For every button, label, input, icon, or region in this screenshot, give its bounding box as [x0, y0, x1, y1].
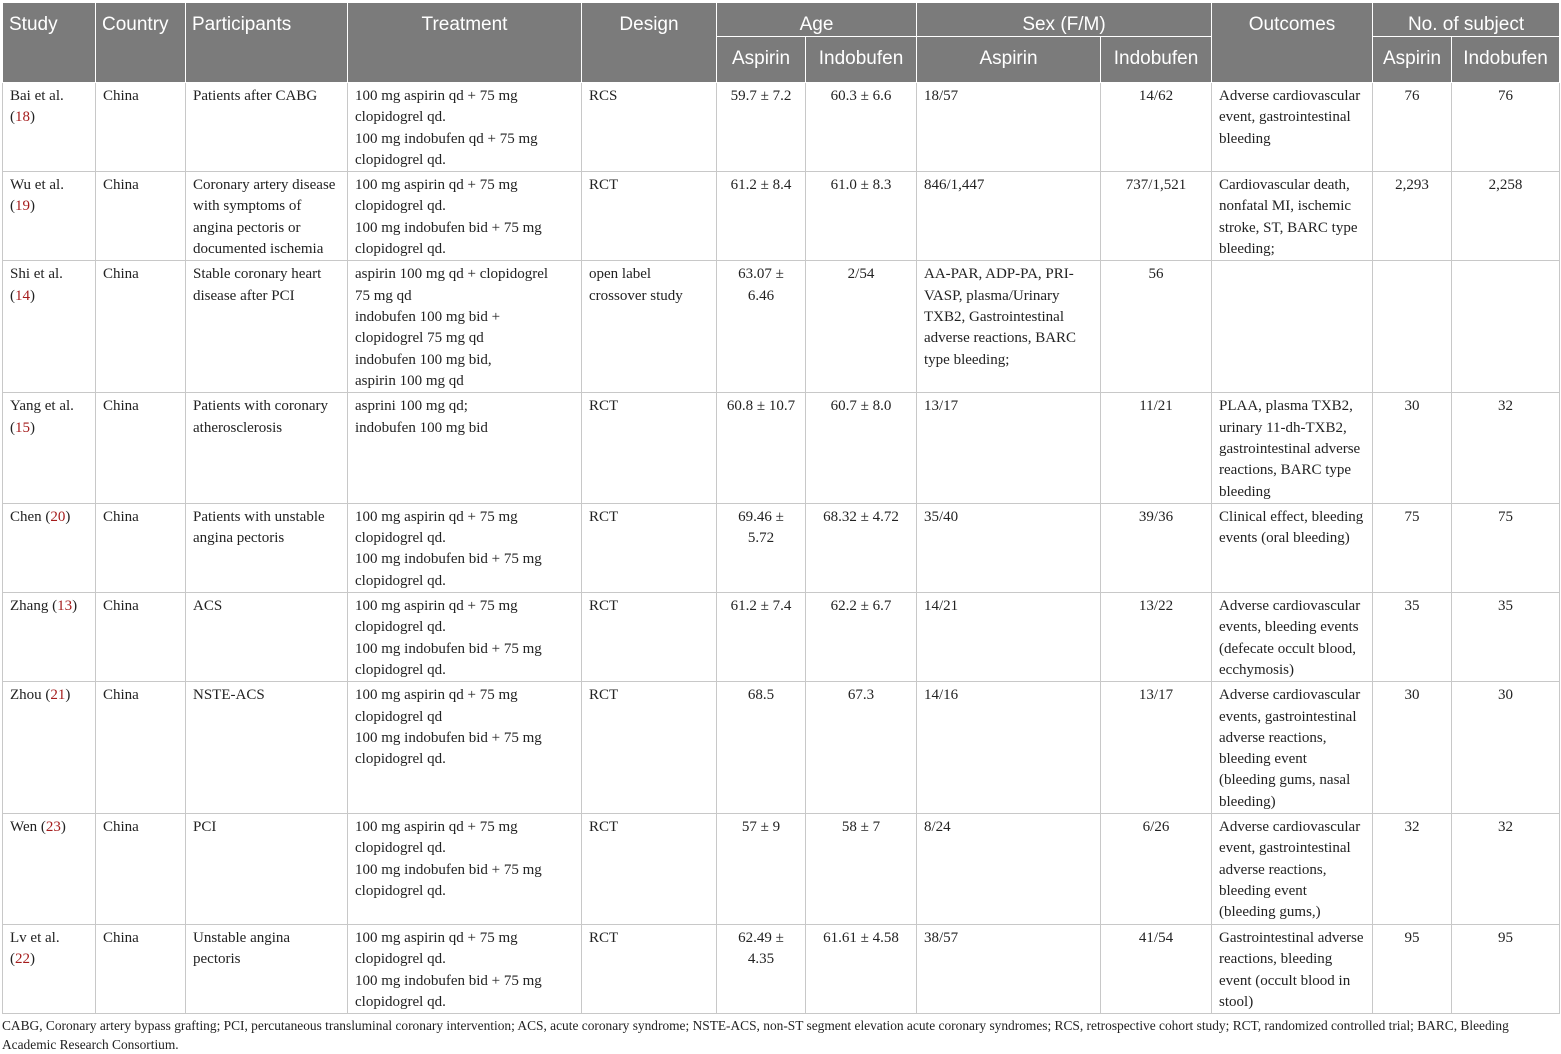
- treatment-line: clopidogrel qd.: [355, 241, 446, 258]
- design-cell: RCT: [582, 503, 717, 592]
- outcomes-cell: Adverse cardiovascular events, bleeding events (defecate occult blood, ecchymosis): [1212, 593, 1373, 682]
- table-body: [3, 83, 1560, 1014]
- country-cell: China: [96, 925, 186, 1014]
- study-name: Chen: [10, 508, 42, 525]
- table-row: [3, 682, 1560, 814]
- design-cell: RCT: [582, 172, 717, 261]
- treatment-line: clopidogrel qd.: [355, 572, 446, 589]
- subjects-aspirin-cell: 76: [1373, 83, 1452, 172]
- treatment-line: 100 mg aspirin qd + 75 mg: [355, 88, 518, 104]
- reference-link[interactable]: 14: [15, 287, 30, 304]
- sex-indobufen-cell: 41/54: [1101, 925, 1212, 1014]
- sex-indobufen-cell: 13/22: [1101, 593, 1212, 682]
- header-age: Age: [717, 3, 917, 37]
- subjects-indobufen-cell: 76: [1452, 83, 1560, 172]
- study-cell: Zhang (13): [3, 593, 96, 682]
- age-aspirin-cell: 62.49 ± 4.35: [717, 925, 806, 1014]
- subjects-indobufen-cell: 75: [1452, 503, 1560, 592]
- outcomes-cell: Gastrointestinal adverse reactions, bleeding event (occult blood in stool): [1212, 925, 1373, 1014]
- header-sex-aspirin: Aspirin: [917, 37, 1101, 83]
- table-row: [3, 261, 1560, 393]
- study-cell: Wu et al. (19): [3, 172, 96, 261]
- treatment-line: clopidogrel qd.: [355, 109, 446, 126]
- sex-aspirin-cell: 18/57: [917, 83, 1101, 172]
- sex-indobufen-cell: 56: [1101, 261, 1212, 393]
- header-study: Study: [3, 3, 96, 83]
- participants-cell: ACS: [186, 593, 348, 682]
- country-cell: China: [96, 261, 186, 393]
- treatment-line: clopidogrel qd.: [355, 951, 446, 968]
- treatment-line: clopidogrel qd.: [355, 530, 446, 547]
- reference-link[interactable]: 13: [57, 598, 73, 615]
- treatment-line: clopidogrel qd.: [355, 619, 446, 636]
- subjects-aspirin-cell: 32: [1373, 814, 1452, 925]
- treatment-line: 100 mg indobufen bid + 75 mg: [355, 972, 542, 989]
- country-cell: China: [96, 83, 186, 172]
- subjects-indobufen-cell: 32: [1452, 814, 1560, 925]
- subjects-indobufen-cell: 95: [1452, 925, 1560, 1014]
- treatment-cell: [348, 682, 582, 814]
- age-aspirin-cell: 61.2 ± 7.4: [717, 593, 806, 682]
- participants-cell: Patients with unstable angina pectoris: [186, 503, 348, 592]
- sex-indobufen-cell: 6/26: [1101, 814, 1212, 925]
- age-indobufen-cell: 2/54: [806, 261, 917, 393]
- header-country: Country: [96, 3, 186, 83]
- outcomes-cell: Adverse cardiovascular event, gastrointestinal bleeding: [1212, 83, 1373, 172]
- age-indobufen-cell: 58 ± 7: [806, 814, 917, 925]
- sex-aspirin-cell: 846/1,447: [917, 172, 1101, 261]
- reference-link[interactable]: 15: [15, 419, 30, 436]
- subjects-aspirin-cell: 35: [1373, 593, 1452, 682]
- treatment-line: 100 mg indobufen bid + 75 mg: [355, 219, 542, 236]
- sex-indobufen-cell: 13/17: [1101, 682, 1212, 814]
- study-name: Zhou: [10, 687, 42, 704]
- header-subjects-indobufen: Indobufen: [1452, 37, 1560, 83]
- reference-link[interactable]: 21: [50, 687, 66, 704]
- study-name: Wu et al.: [10, 177, 64, 194]
- treatment-line: asprini 100 mg qd;: [355, 398, 468, 415]
- participants-cell: NSTE-ACS: [186, 682, 348, 814]
- outcomes-cell: Adverse cardiovascular events, gastrointestinal adverse reactions, bleeding event (bleeding gums, nasal bleeding): [1212, 682, 1373, 814]
- age-indobufen-cell: 62.2 ± 6.7: [806, 593, 917, 682]
- sex-indobufen-cell: 11/21: [1101, 393, 1212, 503]
- study-cell: Wen (23): [3, 814, 96, 925]
- study-cell: Chen (20): [3, 503, 96, 592]
- treatment-line: 100 mg indobufen bid + 75 mg: [355, 729, 542, 746]
- treatment-line: clopidogrel qd.: [355, 198, 446, 215]
- outcomes-cell: Adverse cardiovascular event, gastrointestinal adverse reactions, bleeding event (bleeding gums,): [1212, 814, 1373, 925]
- header-design: Design: [582, 3, 717, 83]
- outcomes-cell: [1212, 261, 1373, 393]
- study-name: Wen: [10, 819, 38, 836]
- header-sex-indobufen: Indobufen: [1101, 37, 1212, 83]
- age-indobufen-cell: 61.0 ± 8.3: [806, 172, 917, 261]
- header-subjects: No. of subject: [1373, 3, 1560, 37]
- treatment-line: 100 mg indobufen bid + 75 mg: [355, 551, 542, 568]
- design-cell: RCT: [582, 682, 717, 814]
- reference-link[interactable]: 23: [45, 819, 61, 836]
- treatment-cell: [348, 83, 582, 172]
- study-cell: Zhou (21): [3, 682, 96, 814]
- outcomes-cell: PLAA, plasma TXB2, urinary 11-dh-TXB2, gastrointestinal adverse reactions, BARC type bleeding: [1212, 393, 1373, 503]
- treatment-line: 100 mg aspirin qd + 75 mg: [355, 819, 518, 836]
- age-aspirin-cell: 57 ± 9: [717, 814, 806, 925]
- subjects-indobufen-cell: [1452, 261, 1560, 393]
- treatment-line: 100 mg aspirin qd + 75 mg: [355, 930, 518, 947]
- treatment-line: aspirin 100 mg qd + clopidogrel: [355, 266, 549, 283]
- table-footnote: CABG, Coronary artery bypass grafting; PCI, percutaneous transluminal coronary intervention; ACS, acute coronary syndrome; NSTE-ACS, non-ST segment elevation acute coronary syndromes; RCS, retrospective cohort study; RCT, randomized controlled trial; BARC, Bleeding Academic Research Consortium.: [2, 1018, 1509, 1052]
- treatment-line: indobufen 100 mg bid,: [355, 351, 492, 368]
- age-indobufen-cell: 60.3 ± 6.6: [806, 83, 917, 172]
- treatment-line: clopidogrel qd.: [355, 151, 446, 168]
- sex-aspirin-cell: 38/57: [917, 925, 1101, 1014]
- subjects-indobufen-cell: 2,258: [1452, 172, 1560, 261]
- subjects-aspirin-cell: 95: [1373, 925, 1452, 1014]
- study-name: Zhang: [10, 598, 49, 615]
- study-cell: Lv et al. (22): [3, 925, 96, 1014]
- treatment-line: indobufen 100 mg bid: [355, 419, 488, 436]
- age-indobufen-cell: 61.61 ± 4.58: [806, 925, 917, 1014]
- reference-link[interactable]: 19: [15, 198, 30, 215]
- sex-indobufen-cell: 39/36: [1101, 503, 1212, 592]
- header-age-aspirin: Aspirin: [717, 37, 806, 83]
- design-cell: RCT: [582, 925, 717, 1014]
- country-cell: China: [96, 593, 186, 682]
- study-name: Bai et al.: [10, 88, 64, 104]
- treatment-line: 100 mg indobufen bid + 75 mg: [355, 640, 542, 657]
- design-cell: open label crossover study: [582, 261, 717, 393]
- study-cell: Bai et al. (18): [3, 83, 96, 172]
- subjects-aspirin-cell: 75: [1373, 503, 1452, 592]
- country-cell: China: [96, 682, 186, 814]
- reference-link[interactable]: 22: [15, 951, 30, 968]
- table-row: [3, 393, 1560, 503]
- age-aspirin-cell: 63.07 ± 6.46: [717, 261, 806, 393]
- subjects-indobufen-cell: 35: [1452, 593, 1560, 682]
- subjects-aspirin-cell: [1373, 261, 1452, 393]
- treatment-line: clopidogrel qd.: [355, 751, 446, 768]
- treatment-line: 100 mg aspirin qd + 75 mg: [355, 508, 518, 525]
- sex-aspirin-cell: AA-PAR, ADP-PA, PRI-VASP, plasma/Urinary TXB2, Gastrointestinal adverse reactions, BARC type bleeding;: [917, 261, 1101, 393]
- subjects-indobufen-cell: 32: [1452, 393, 1560, 503]
- header-sex: Sex (F/M): [917, 3, 1212, 37]
- header-outcomes: Outcomes: [1212, 3, 1373, 83]
- study-name: Shi et al.: [10, 266, 63, 283]
- age-aspirin-cell: 59.7 ± 7.2: [717, 83, 806, 172]
- subjects-aspirin-cell: 2,293: [1373, 172, 1452, 261]
- treatment-cell: [348, 393, 582, 503]
- country-cell: China: [96, 814, 186, 925]
- age-indobufen-cell: 67.3: [806, 682, 917, 814]
- treatment-line: clopidogrel qd.: [355, 993, 446, 1010]
- design-cell: RCT: [582, 814, 717, 925]
- subjects-indobufen-cell: 30: [1452, 682, 1560, 814]
- study-name: Yang et al.: [10, 398, 74, 415]
- treatment-line: 100 mg aspirin qd + 75 mg: [355, 598, 518, 615]
- header-age-indobufen: Indobufen: [806, 37, 917, 83]
- sex-aspirin-cell: 8/24: [917, 814, 1101, 925]
- country-cell: China: [96, 172, 186, 261]
- treatment-line: 100 mg indobufen qd + 75 mg: [355, 130, 538, 147]
- country-cell: China: [96, 393, 186, 503]
- treatment-line: 100 mg aspirin qd + 75 mg: [355, 177, 518, 194]
- header-treatment: Treatment: [348, 3, 582, 83]
- age-aspirin-cell: 69.46 ± 5.72: [717, 503, 806, 592]
- treatment-cell: [348, 261, 582, 393]
- treatment-cell: [348, 814, 582, 925]
- header-subjects-aspirin: Aspirin: [1373, 37, 1452, 83]
- age-indobufen-cell: 60.7 ± 8.0: [806, 393, 917, 503]
- treatment-line: 100 mg indobufen bid + 75 mg: [355, 861, 542, 878]
- sex-aspirin-cell: 14/16: [917, 682, 1101, 814]
- table-row: [3, 814, 1560, 925]
- header-participants: Participants: [186, 3, 348, 83]
- table-row: [3, 172, 1560, 261]
- participants-cell: Stable coronary heart disease after PCI: [186, 261, 348, 393]
- subjects-aspirin-cell: 30: [1373, 682, 1452, 814]
- outcomes-cell: Cardiovascular death, nonfatal MI, ischemic stroke, ST, BARC type bleeding;: [1212, 172, 1373, 261]
- age-aspirin-cell: 60.8 ± 10.7: [717, 393, 806, 503]
- participants-cell: Patients with coronary atherosclerosis: [186, 393, 348, 503]
- design-cell: RCT: [582, 593, 717, 682]
- treatment-cell: [348, 172, 582, 261]
- participants-cell: Coronary artery disease with symptoms of angina pectoris or documented ischemia: [186, 172, 348, 261]
- age-aspirin-cell: 68.5: [717, 682, 806, 814]
- table-row: [3, 503, 1560, 592]
- participants-cell: Unstable angina pectoris: [186, 925, 348, 1014]
- subjects-aspirin-cell: 30: [1373, 393, 1452, 503]
- age-indobufen-cell: 68.32 ± 4.72: [806, 503, 917, 592]
- reference-link[interactable]: 20: [50, 508, 66, 525]
- treatment-line: clopidogrel qd.: [355, 882, 446, 899]
- sex-indobufen-cell: 737/1,521: [1101, 172, 1212, 261]
- table-row: [3, 593, 1560, 682]
- treatment-line: indobufen 100 mg bid +: [355, 308, 501, 325]
- sex-aspirin-cell: 13/17: [917, 393, 1101, 503]
- treatment-cell: [348, 925, 582, 1014]
- treatment-cell: [348, 593, 582, 682]
- age-aspirin-cell: 61.2 ± 8.4: [717, 172, 806, 261]
- country-cell: China: [96, 503, 186, 592]
- study-cell: Shi et al. (14): [3, 261, 96, 393]
- design-cell: RCT: [582, 393, 717, 503]
- outcomes-cell: Clinical effect, bleeding events (oral bleeding): [1212, 503, 1373, 592]
- table-header: [3, 3, 1560, 83]
- table-row: [3, 83, 1560, 172]
- study-characteristics-table: [2, 2, 1560, 1014]
- treatment-line: clopidogrel qd.: [355, 840, 446, 857]
- treatment-line: clopidogrel 75 mg qd: [355, 330, 484, 347]
- participants-cell: PCI: [186, 814, 348, 925]
- table-row: [3, 925, 1560, 1014]
- design-cell: RCS: [582, 83, 717, 172]
- treatment-line: clopidogrel qd: [355, 708, 443, 725]
- participants-cell: Patients after CABG: [186, 83, 348, 172]
- study-cell: Yang et al. (15): [3, 393, 96, 503]
- treatment-line: 75 mg qd: [355, 287, 412, 304]
- treatment-line: clopidogrel qd.: [355, 661, 446, 678]
- treatment-cell: [348, 503, 582, 592]
- reference-link[interactable]: 18: [15, 109, 30, 126]
- sex-aspirin-cell: 14/21: [917, 593, 1101, 682]
- treatment-line: aspirin 100 mg qd: [355, 372, 464, 389]
- sex-aspirin-cell: 35/40: [917, 503, 1101, 592]
- treatment-line: 100 mg aspirin qd + 75 mg: [355, 687, 518, 704]
- sex-indobufen-cell: 14/62: [1101, 83, 1212, 172]
- study-name: Lv et al.: [10, 930, 60, 947]
